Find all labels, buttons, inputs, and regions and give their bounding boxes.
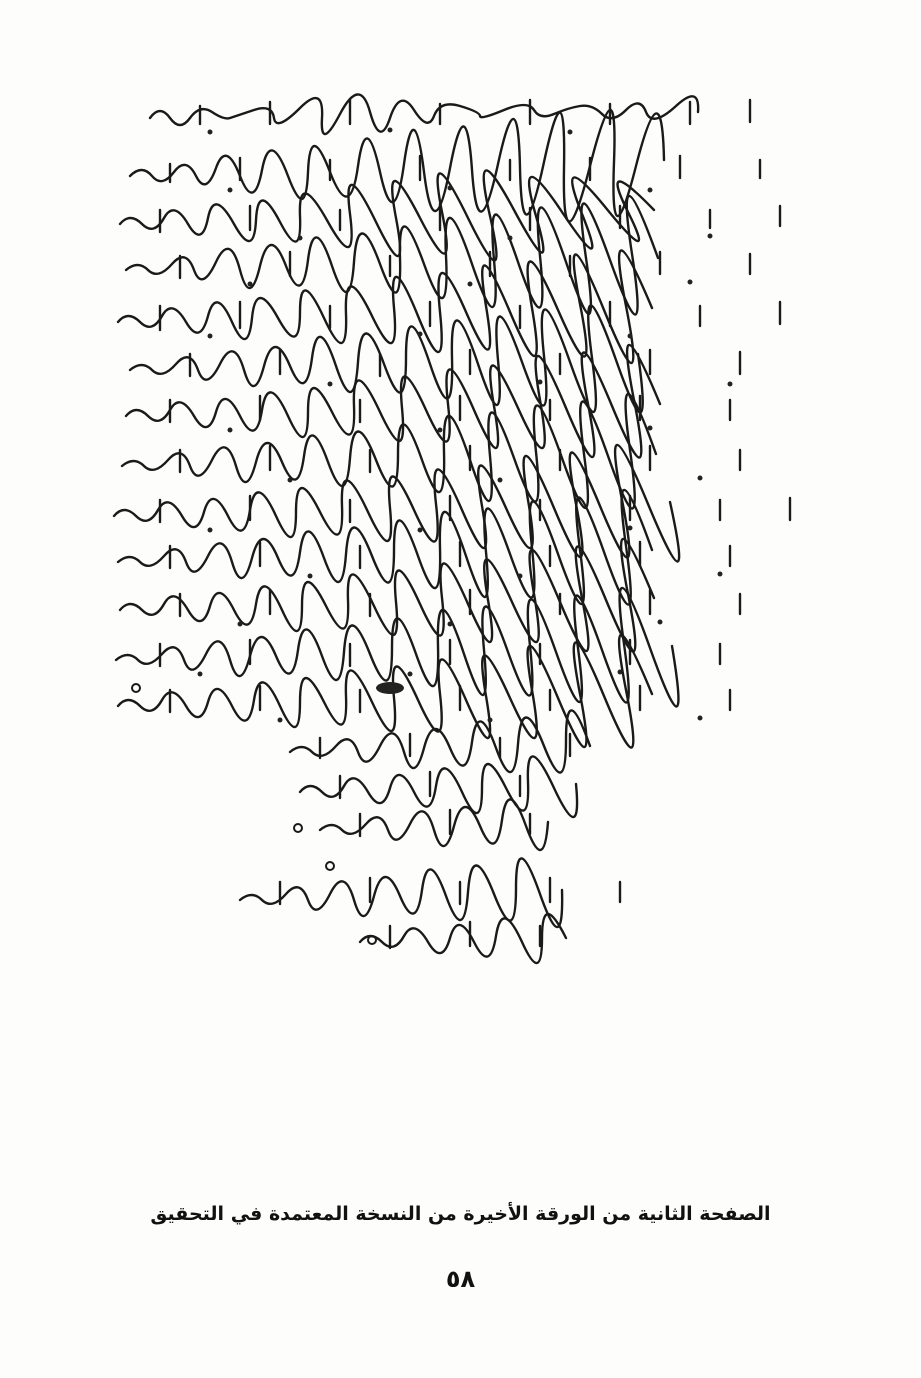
page-number: ٥٨ [445, 1265, 476, 1293]
manuscript-image [90, 70, 830, 970]
manuscript-lines [114, 94, 790, 963]
handwritten-manuscript [90, 70, 830, 970]
figure-caption: الصفحة الثانية من الورقة الأخيرة من النسخة المعتمدة في التحقيق [150, 1203, 771, 1225]
